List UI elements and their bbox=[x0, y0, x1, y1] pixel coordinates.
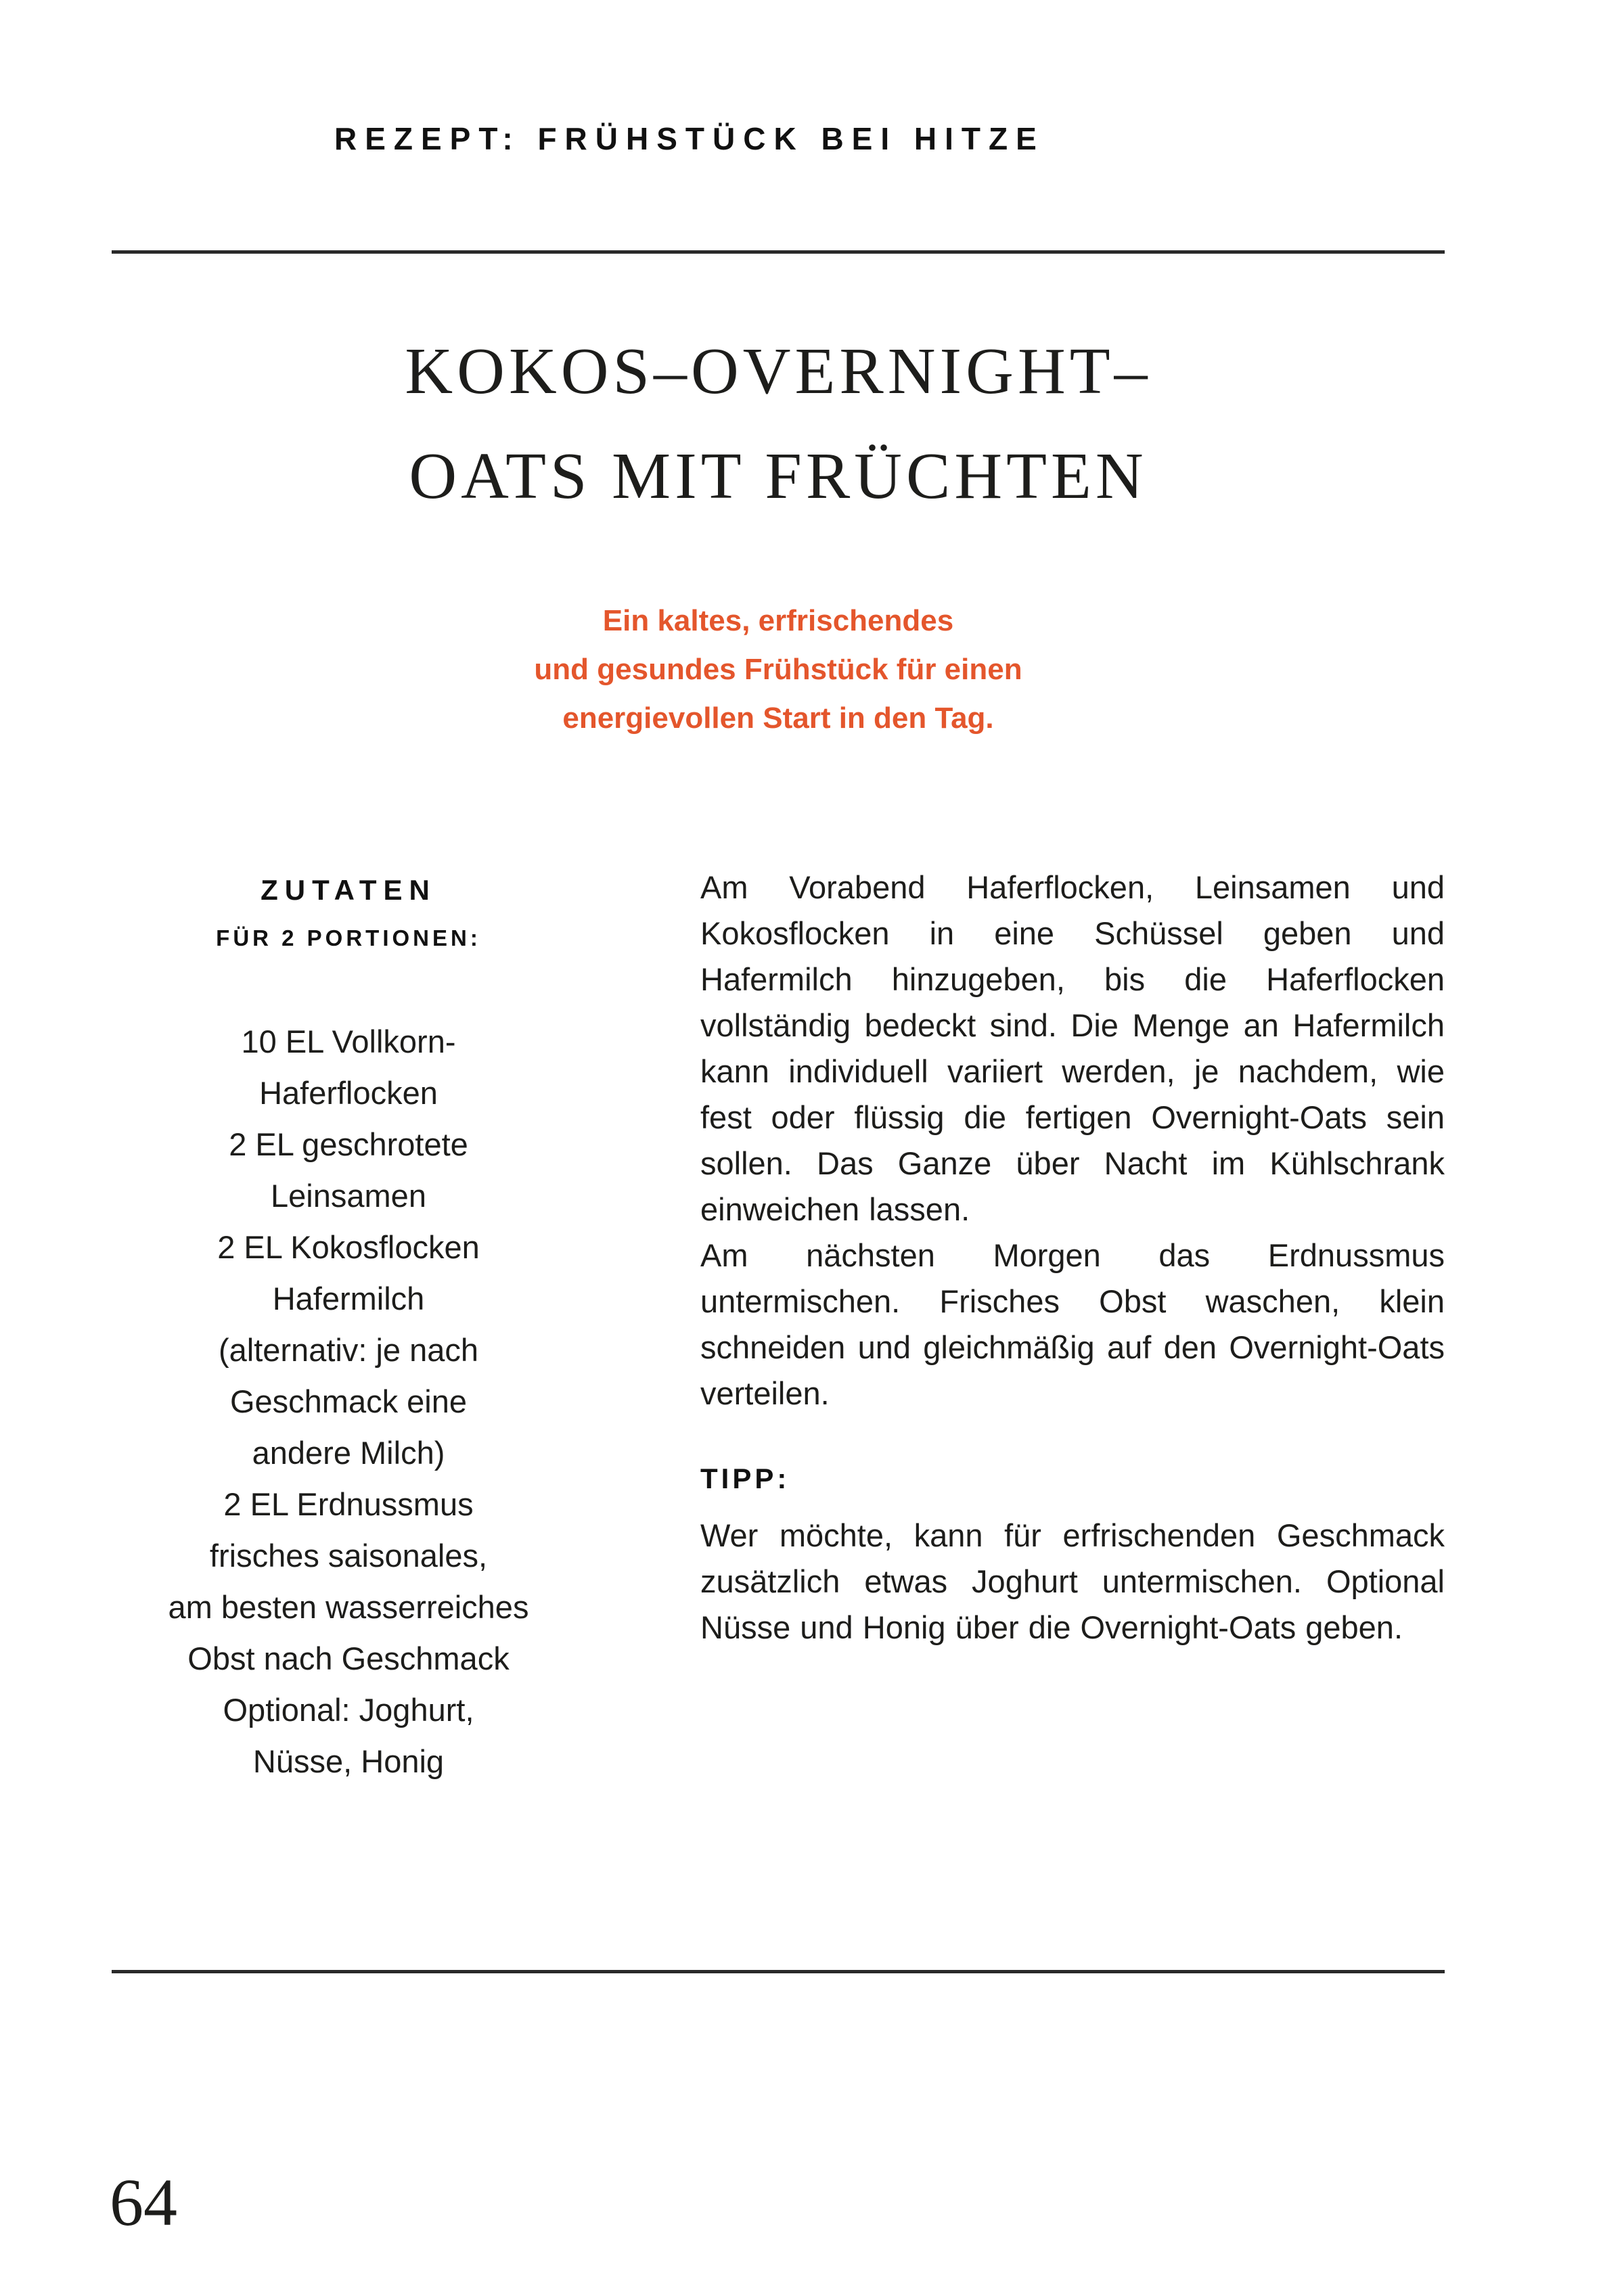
ingredient-line: Hafermilch bbox=[272, 1281, 425, 1316]
recipe-title-line2: OATS MIT FRÜCHTEN bbox=[409, 440, 1148, 513]
page-number: 64 bbox=[110, 2165, 177, 2240]
ingredients-column bbox=[112, 874, 585, 1787]
ingredient-line: Geschmack eine bbox=[229, 1383, 468, 1419]
ingredient-line: 2 EL geschrotete bbox=[229, 1126, 468, 1162]
ingredient-line: Leinsamen bbox=[271, 1178, 426, 1214]
instruction-paragraph-2: Am nächsten Morgen das Erdnussmus untermischen. Frisches Obst waschen, klein schneiden und gleichmäßig auf den Overnight-Oats verteilen. bbox=[700, 1237, 1445, 1411]
ingredients-subheading: FÜR 2 PORTIONEN: bbox=[216, 925, 481, 950]
tip-heading: TIPP: bbox=[700, 1463, 790, 1494]
tip-paragraph: Wer möchte, kann für erfrischenden Geschmack zusätzlich etwas Joghurt untermischen. Optional Nüsse und Honig über die Overnight-Oats geben. bbox=[700, 1517, 1445, 1645]
ingredients-list bbox=[112, 1016, 585, 1787]
instructions-column bbox=[700, 865, 1445, 1651]
ingredient-line: (alternativ: je nach bbox=[218, 1332, 479, 1368]
ingredient-line: Nüsse, Honig bbox=[252, 1743, 445, 1779]
ingredient-line: 2 EL Kokosflocken bbox=[217, 1229, 480, 1265]
instruction-paragraph-1: Am Vorabend Haferflocken, Leinsamen und Kokosflocken in eine Schüssel geben und Hafermilch hinzugeben, bis die Haferflocken vollständig bedeckt sind. Die Menge an Hafermilch kann individuell variiert werden, je nachdem, wie fest oder flüssig die fertigen Overnight-Oats sein sollen. Das Ganze über Nacht im Kühlschrank einweichen lassen. bbox=[700, 869, 1445, 1227]
ingredient-line: andere Milch) bbox=[252, 1435, 445, 1471]
bottom-divider bbox=[112, 1970, 1445, 1973]
ingredient-line: Haferflocken bbox=[259, 1075, 438, 1111]
recipe-subtitle bbox=[112, 597, 1445, 743]
ingredient-line: frisches saisonales, bbox=[209, 1538, 488, 1574]
recipe-subtitle-line: und gesundes Frühstück für einen bbox=[534, 653, 1022, 686]
ingredient-line: Optional: Joghurt, bbox=[223, 1692, 474, 1728]
recipe-subtitle-line: energievollen Start in den Tag. bbox=[562, 702, 994, 735]
ingredient-line: am besten wasserreiches bbox=[168, 1589, 529, 1625]
ingredient-line: 10 EL Vollkorn- bbox=[241, 1024, 456, 1059]
recipe-subtitle-line: Ein kaltes, erfrischendes bbox=[602, 604, 954, 637]
ingredient-line: 2 EL Erdnussmus bbox=[223, 1486, 474, 1522]
ingredient-line: Obst nach Geschmack bbox=[187, 1640, 510, 1676]
recipe-title-line1: KOKOS–OVERNIGHT– bbox=[405, 335, 1152, 408]
page-kicker: REZEPT: FRÜHSTÜCK BEI HITZE bbox=[334, 121, 1045, 156]
top-divider bbox=[112, 250, 1445, 254]
ingredients-heading: ZUTATEN bbox=[261, 874, 436, 906]
recipe-title bbox=[112, 319, 1445, 529]
